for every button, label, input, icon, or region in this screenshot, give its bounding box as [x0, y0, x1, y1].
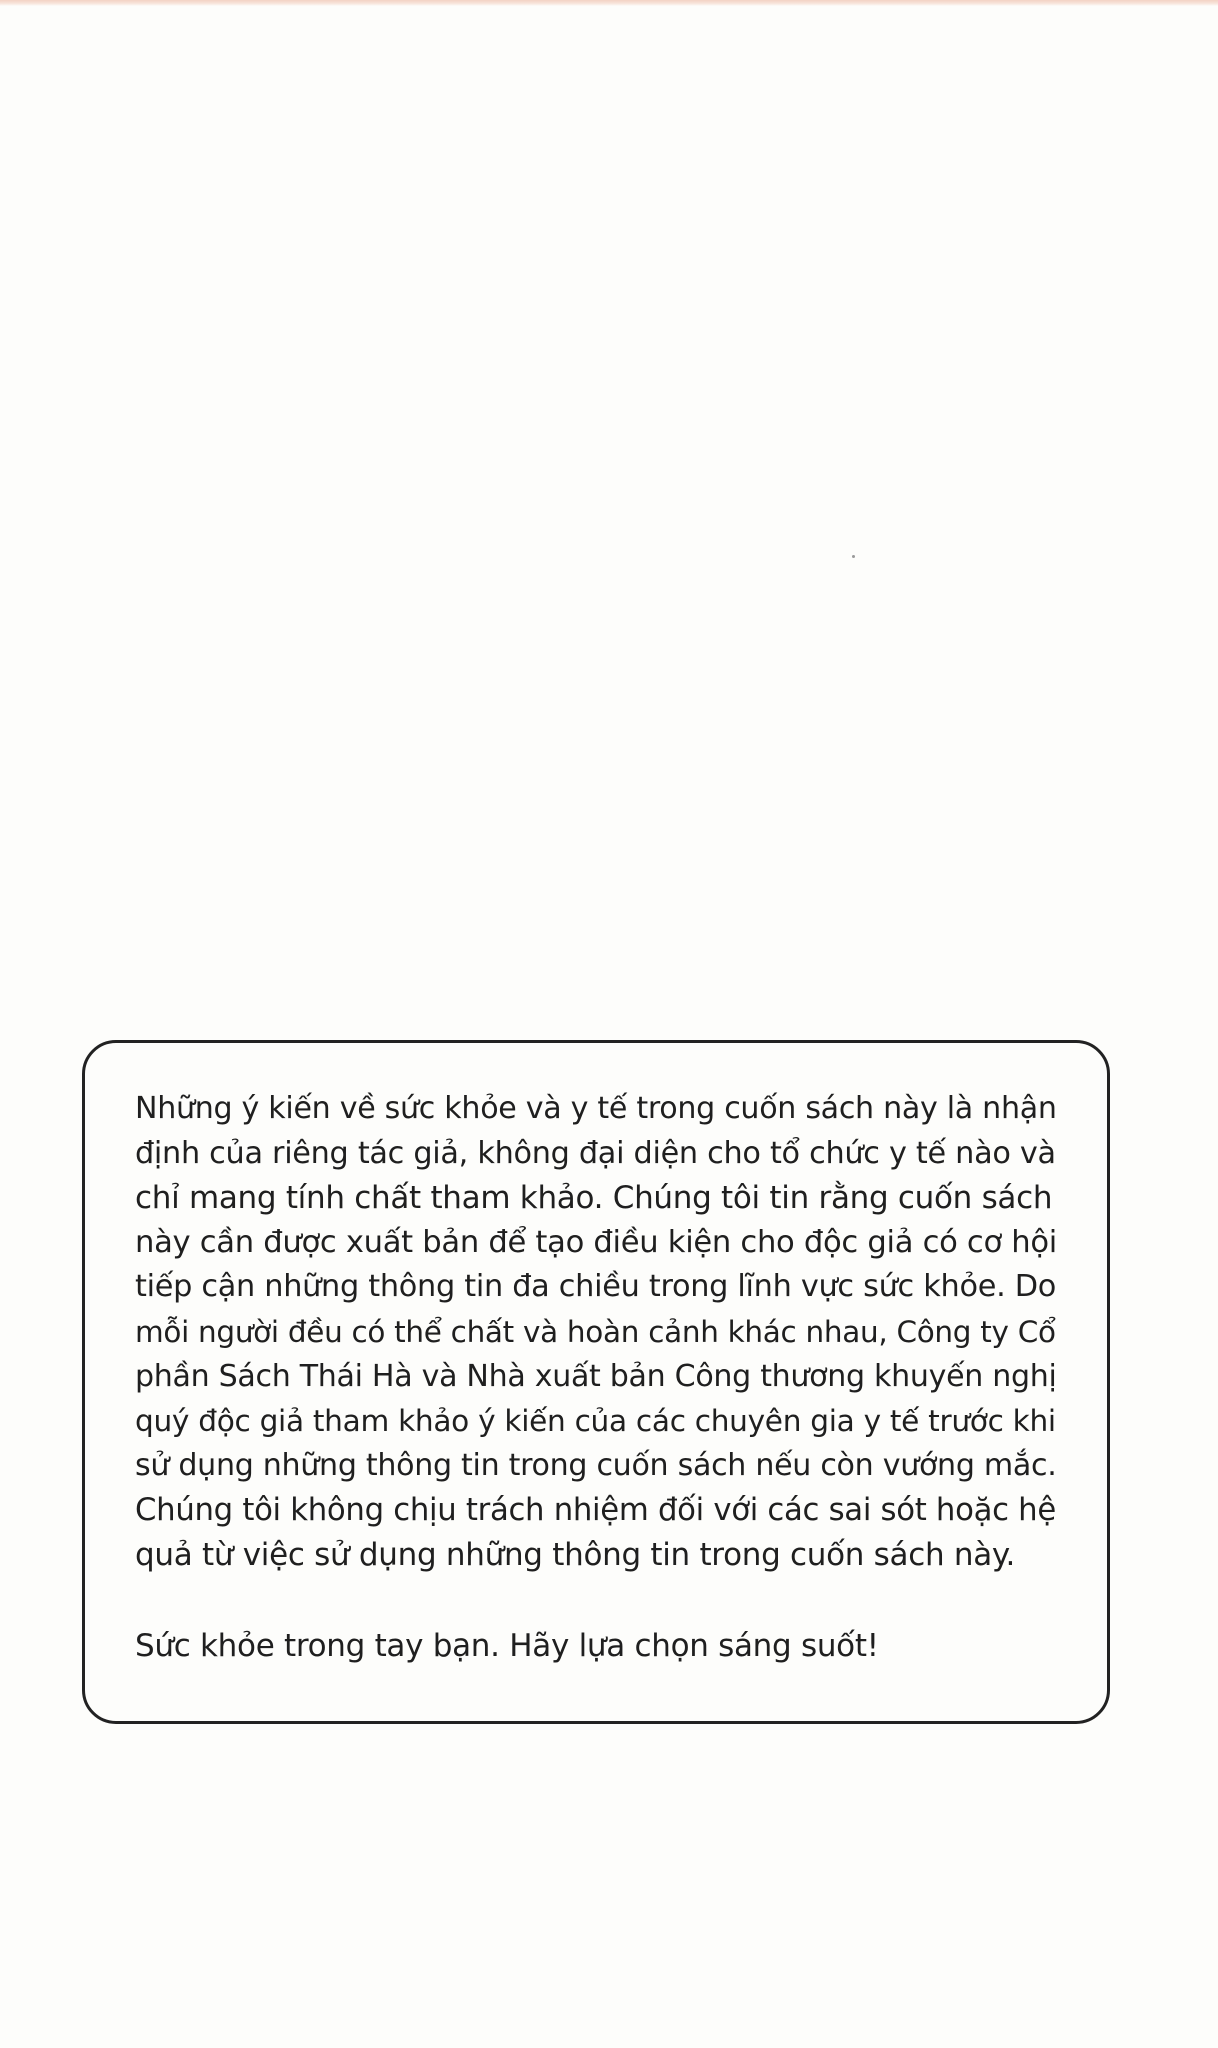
disclaimer-line: định của riêng tác giả, không đại diện cho tổ chức y tế nào và: [135, 1135, 1056, 1171]
disclaimer-line: quả từ việc sử dụng những thông tin trong cuốn sách này.: [135, 1536, 1016, 1573]
disclaimer-line: quý độc giả tham khảo ý kiến của các chuyên gia y tế trước khi: [135, 1404, 1056, 1439]
disclaimer-line: chỉ mang tính chất tham khảo. Chúng tôi tin rằng cuốn sách: [135, 1180, 1053, 1217]
disclaimer-paragraph: [135, 1087, 1057, 1578]
paper-speck: [852, 555, 855, 558]
disclaimer-box: [82, 1040, 1110, 1724]
disclaimer-line: tiếp cận những thông tin đa chiều trong lĩnh vực sức khỏe. Do: [135, 1269, 1057, 1305]
closing-statement: Sức khỏe trong tay bạn. Hãy lựa chọn sáng suốt!: [135, 1627, 879, 1664]
disclaimer-line: Chúng tôi không chịu trách nhiệm đối với các sai sót hoặc hệ: [135, 1492, 1056, 1529]
disclaimer-line: này cần được xuất bản để tạo điều kiện cho độc giả có cơ hội: [135, 1224, 1057, 1260]
disclaimer-line: Những ý kiến về sức khỏe và y tế trong cuốn sách này là nhận: [135, 1091, 1057, 1126]
disclaimer-line: phần Sách Thái Hà và Nhà xuất bản Công thương khuyến nghị: [135, 1358, 1057, 1394]
disclaimer-line: mỗi người đều có thể chất và hoàn cảnh khác nhau, Công ty Cổ: [135, 1314, 1056, 1349]
disclaimer-line: sử dụng những thông tin trong cuốn sách nếu còn vướng mắc.: [135, 1447, 1057, 1483]
page-top-edge: [0, 0, 1218, 6]
